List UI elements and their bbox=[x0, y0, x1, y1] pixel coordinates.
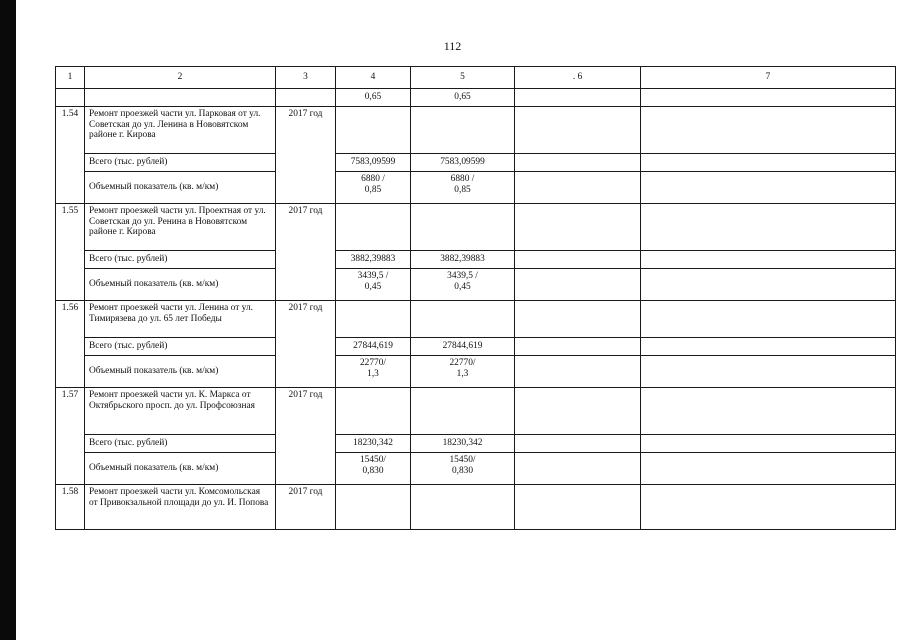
item-row bbox=[56, 107, 896, 154]
metric-label: Объемный показатель (кв. м/км) bbox=[85, 453, 276, 485]
value-cell: 3882,39883 bbox=[336, 251, 411, 269]
item-row bbox=[56, 301, 896, 338]
value-cell: 0,65 bbox=[411, 89, 515, 107]
item-title: Ремонт проезжей части ул. Комсомольская от Привокзальной площади до ул. И. Попова bbox=[85, 485, 276, 530]
item-title: Ремонт проезжей части ул. Парковая от ул. Советская до ул. Ленина в Нововятском районе г. Кирова bbox=[85, 107, 276, 154]
header-cell: 2 bbox=[85, 67, 276, 89]
item-number: 1.56 bbox=[56, 301, 85, 388]
header-cell: 7 bbox=[641, 67, 896, 89]
item-year: 2017 год bbox=[276, 485, 336, 530]
item-year: 2017 год bbox=[276, 107, 336, 204]
item-year: 2017 год bbox=[276, 204, 336, 301]
value-cell: 6880 / 0,85 bbox=[336, 172, 411, 204]
item-row bbox=[56, 204, 896, 251]
item-title: Ремонт проезжей части ул. Проектная от ул. Советская до ул. Ренина в Нововятском районе г. Кирова bbox=[85, 204, 276, 251]
metric-row bbox=[56, 172, 896, 204]
metric-row bbox=[56, 269, 896, 301]
total-label: Всего (тыс. рублей) bbox=[85, 338, 276, 356]
value-cell: 7583,09599 bbox=[411, 154, 515, 172]
value-cell: 6880 / 0,85 bbox=[411, 172, 515, 204]
value-cell: 22770/ 1,3 bbox=[411, 356, 515, 388]
item-number: 1.58 bbox=[56, 485, 85, 530]
value-cell: 18230,342 bbox=[411, 435, 515, 453]
header-cell: 3 bbox=[276, 67, 336, 89]
value-cell: 22770/ 1,3 bbox=[336, 356, 411, 388]
total-row bbox=[56, 251, 896, 269]
value-cell: 0,65 bbox=[336, 89, 411, 107]
header-cell: 1 bbox=[56, 67, 85, 89]
value-cell: 27844,619 bbox=[411, 338, 515, 356]
metric-label: Объемный показатель (кв. м/км) bbox=[85, 172, 276, 204]
item-number: 1.54 bbox=[56, 107, 85, 204]
metric-label: Объемный показатель (кв. м/км) bbox=[85, 356, 276, 388]
value-cell: 3882,39883 bbox=[411, 251, 515, 269]
item-year: 2017 год bbox=[276, 301, 336, 388]
item-number: 1.55 bbox=[56, 204, 85, 301]
page-number: 112 bbox=[443, 39, 462, 53]
value-cell: 15450/ 0,830 bbox=[411, 453, 515, 485]
value-cell: 3439,5 / 0,45 bbox=[336, 269, 411, 301]
header-cell: . 6 bbox=[515, 67, 641, 89]
item-row bbox=[56, 388, 896, 435]
value-cell: 3439,5 / 0,45 bbox=[411, 269, 515, 301]
total-label: Всего (тыс. рублей) bbox=[85, 435, 276, 453]
metric-row bbox=[56, 356, 896, 388]
value-cell: 27844,619 bbox=[336, 338, 411, 356]
value-cell: 18230,342 bbox=[336, 435, 411, 453]
total-row bbox=[56, 435, 896, 453]
header-row bbox=[56, 67, 896, 89]
value-cell: 7583,09599 bbox=[336, 154, 411, 172]
total-label: Всего (тыс. рублей) bbox=[85, 154, 276, 172]
item-title: Ремонт проезжей части ул. Ленина от ул. Тимирязева до ул. 65 лет Победы bbox=[85, 301, 276, 338]
total-row bbox=[56, 338, 896, 356]
header-cell: 5 bbox=[411, 67, 515, 89]
total-row bbox=[56, 154, 896, 172]
item-year: 2017 год bbox=[276, 388, 336, 485]
item-title: Ремонт проезжей части ул. К. Маркса от Октябрьского просп. до ул. Профсоюзная bbox=[85, 388, 276, 435]
continuation-row bbox=[56, 89, 896, 107]
value-cell: 15450/ 0,830 bbox=[336, 453, 411, 485]
metric-label: Объемный показатель (кв. м/км) bbox=[85, 269, 276, 301]
header-cell: 4 bbox=[336, 67, 411, 89]
metric-row bbox=[56, 453, 896, 485]
item-row bbox=[56, 485, 896, 530]
scan-edge bbox=[0, 0, 16, 640]
program-table bbox=[55, 66, 896, 530]
item-number: 1.57 bbox=[56, 388, 85, 485]
total-label: Всего (тыс. рублей) bbox=[85, 251, 276, 269]
